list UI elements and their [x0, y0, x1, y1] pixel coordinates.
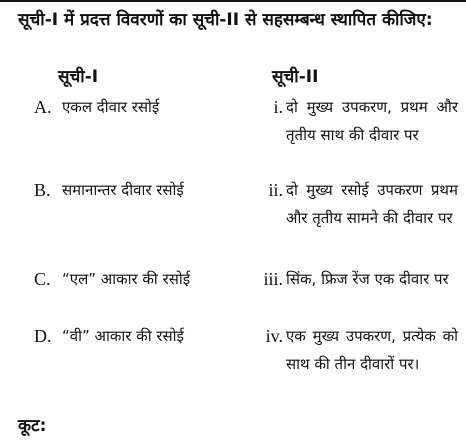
list1-letter: D. — [34, 326, 52, 346]
list2-item: एक मुख्य उपकरण, प्रत्येक को साथ की तीन दीवारों पर। — [286, 327, 458, 373]
list2-number: iii. — [263, 269, 283, 289]
kut-label: कूट: — [18, 416, 47, 436]
list1-letter: B. — [34, 180, 51, 200]
list2-item: दो मुख्य रसोई उपकरण प्रथम और तृतीय सामने की दीवार पर — [286, 181, 458, 227]
list2-item: सिंक, फ्रिज रेंज एक दीवार पर — [286, 270, 449, 288]
list1-letter: A. — [34, 97, 52, 117]
list1-item: “एल” आकार की रसोई — [62, 270, 191, 288]
list2-number: ii. — [268, 180, 283, 200]
list2-header: सूची-II — [272, 67, 319, 87]
list1-item: समानान्तर दीवार रसोई — [62, 181, 184, 199]
list2-number: iv. — [265, 326, 283, 346]
list1-letter: C. — [34, 269, 51, 289]
list2-number: i. — [273, 97, 283, 117]
list1-item: “वी” आकार की रसोई — [62, 327, 184, 345]
list1-header: सूची-I — [58, 67, 99, 87]
top-rule — [0, 0, 466, 2]
list2-item: दो मुख्य उपकरण, प्रथम और तृतीय साथ की दीवार पर — [286, 98, 458, 144]
list1-item: एकल दीवार रसोई — [62, 98, 160, 116]
question-text: सूची-I में प्रदत्त विवरणों का सूची-II से सहसम्बन्ध स्थापित कीजिए: — [18, 10, 433, 30]
